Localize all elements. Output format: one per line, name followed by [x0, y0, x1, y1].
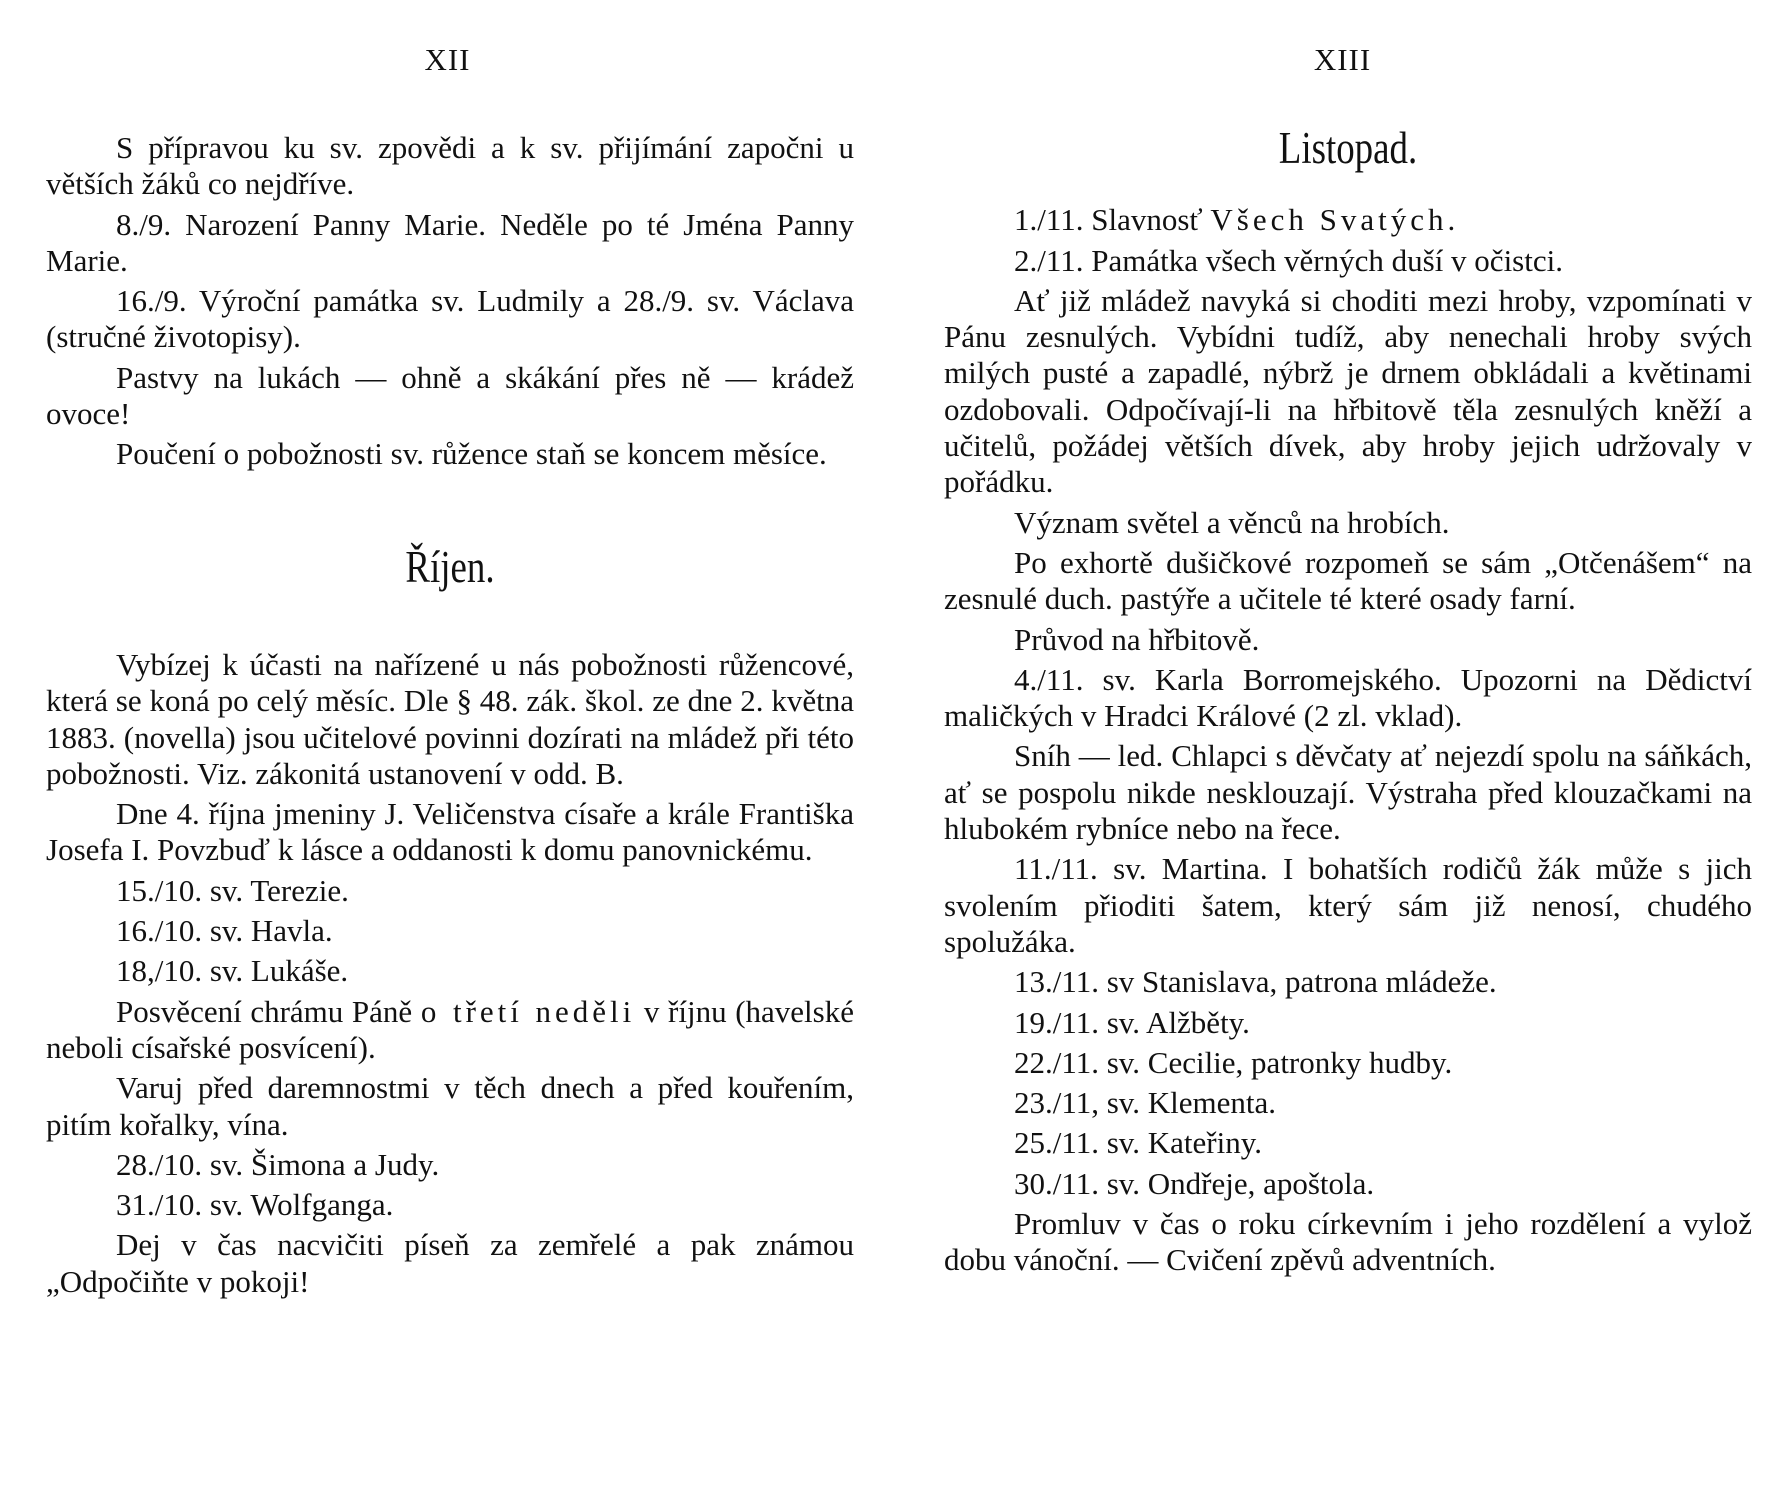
left-column: [46, 130, 854, 1304]
paragraph: S přípravou ku sv. zpovědi a k sv. přijímání započni u větších žáků co nejdříve.: [46, 130, 854, 202]
feast-line: 13./11. sv Stanislava, patrona mládeže.: [1014, 964, 1497, 1000]
feast-line: 16./10. sv. Havla.: [116, 913, 333, 949]
spaced-emphasis: o třetí neděli: [420, 993, 636, 1029]
paragraph-posviceni: [46, 994, 854, 1067]
paragraph: Dne 4. října jmeniny J. Veličenstva císaře a krále Františka Josefa I. Povzbuď k lásce a oddanosti k domu panovnickému.: [46, 796, 854, 868]
text-run: v říjnu (havelské neboli císařské posvícení).: [46, 993, 854, 1065]
feast-line: 2./11. Památka všech věrných duší v očistci.: [1014, 242, 1563, 278]
feast-line: 30./11. sv. Ondřeje, apoštola.: [1014, 1165, 1375, 1201]
feast-line: [944, 202, 1752, 238]
paragraph: Dej v čas nacvičiti píseň za zemřelé a pak známou „Odpočiňte v pokoji!: [46, 1227, 854, 1299]
feast-line: 23./11, sv. Klementa.: [1014, 1085, 1277, 1121]
paragraph: 11./11. sv. Martina. I bohatších rodičů žák může s jich svolením přioditi šatem, který sám již nenosí, chudého spolužáka.: [944, 851, 1752, 959]
section-heading-rijen: Říjen.: [405, 541, 495, 592]
page-number-right: XIII: [1313, 42, 1372, 77]
paragraph: 4./11. sv. Karla Borromejského. Upozorni na Dědictví maličkých v Hradci Králové (2 zl. vklad).: [944, 661, 1752, 734]
page-number-left: XII: [424, 42, 471, 77]
paragraph: 8./9. Narození Panny Marie. Neděle po té Jména Panny Marie.: [46, 206, 854, 278]
paragraph: Pastvy na lukách — ohně a skákání přes ně — krádež ovoce!: [46, 359, 854, 432]
paragraph: 16./9. Výroční památka sv. Ludmily a 28./9. sv. Václava (stručné životopisy).: [46, 283, 854, 355]
paragraph: Průvod na hřbitově.: [1014, 621, 1260, 657]
feast-line: 15./10. sv. Terezie.: [116, 872, 349, 908]
right-column: [944, 123, 1752, 1283]
feast-line: 19./11. sv. Alžběty.: [1014, 1004, 1250, 1040]
feast-line: 31./10. sv. Wolfganga.: [116, 1187, 394, 1223]
text-run: 1./11. Slavnosť: [1014, 202, 1211, 238]
paragraph: Vybízej k účasti na nařízené u nás pobožnosti růžencové, která se koná po celý měsíc. Dle § 48. zák. škol. ze dne 2. května 1883. (novella) jsou učitelové povinni dozírati na mládež při této pobožnosti. Viz. zákonitá ustanovení v odd. B.: [46, 646, 854, 791]
paragraph: Ať již mládež navyká si choditi mezi hroby, vzpomínati v Pánu zesnulých. Vybídni tudíž, aby nenechali hroby svých milých pusté a zapadlé, nýbrž je drnem obkládali a květinami ozdobovali. Odpočívají-li na hřbitově těla zesnulých kněží a učitelů, požádej větších dívek, aby hroby jejich udržovaly v pořádku.: [944, 282, 1752, 500]
right-page: [895, 0, 1790, 1500]
paragraph: Význam světel a věnců na hrobích.: [1014, 504, 1450, 540]
paragraph: Sníh — led. Chlapci s děvčaty ať nejezdí spolu na sáňkách, ať se pospolu nikde nesklouzají. Výstraha před klouzačkami na hlubokém rybníce nebo na řece.: [944, 738, 1752, 847]
text-run: Posvěcení chrámu Páně: [116, 993, 421, 1029]
feast-line: 18,/10. sv. Lukáše.: [116, 953, 349, 989]
paragraph: Varuj před daremnostmi v těch dnech a před kouřením, pitím kořalky, vína.: [46, 1070, 854, 1142]
paragraph: Poučení o pobožnosti sv. růžence staň se koncem měsíce.: [116, 436, 827, 472]
feast-line: 28./10. sv. Šimona a Judy.: [116, 1146, 440, 1182]
feast-line: 25./11. sv. Kateřiny.: [1014, 1125, 1262, 1161]
paragraph: Po exhortě dušičkové rozpomeň se sám „Otčenášem“ na zesnulé duch. pastýře a učitele té které osady farní.: [944, 544, 1752, 617]
feast-line: 22./11. sv. Cecilie, patronky hudby.: [1014, 1044, 1453, 1080]
spaced-emphasis: Všech Svatých.: [1210, 202, 1460, 238]
paragraph: Promluv v čas o roku církevním i jeho rozdělení a vylož dobu vánoční. — Cvičení zpěvů adventních.: [944, 1206, 1752, 1278]
section-heading-listopad: Listopad.: [1278, 123, 1418, 173]
